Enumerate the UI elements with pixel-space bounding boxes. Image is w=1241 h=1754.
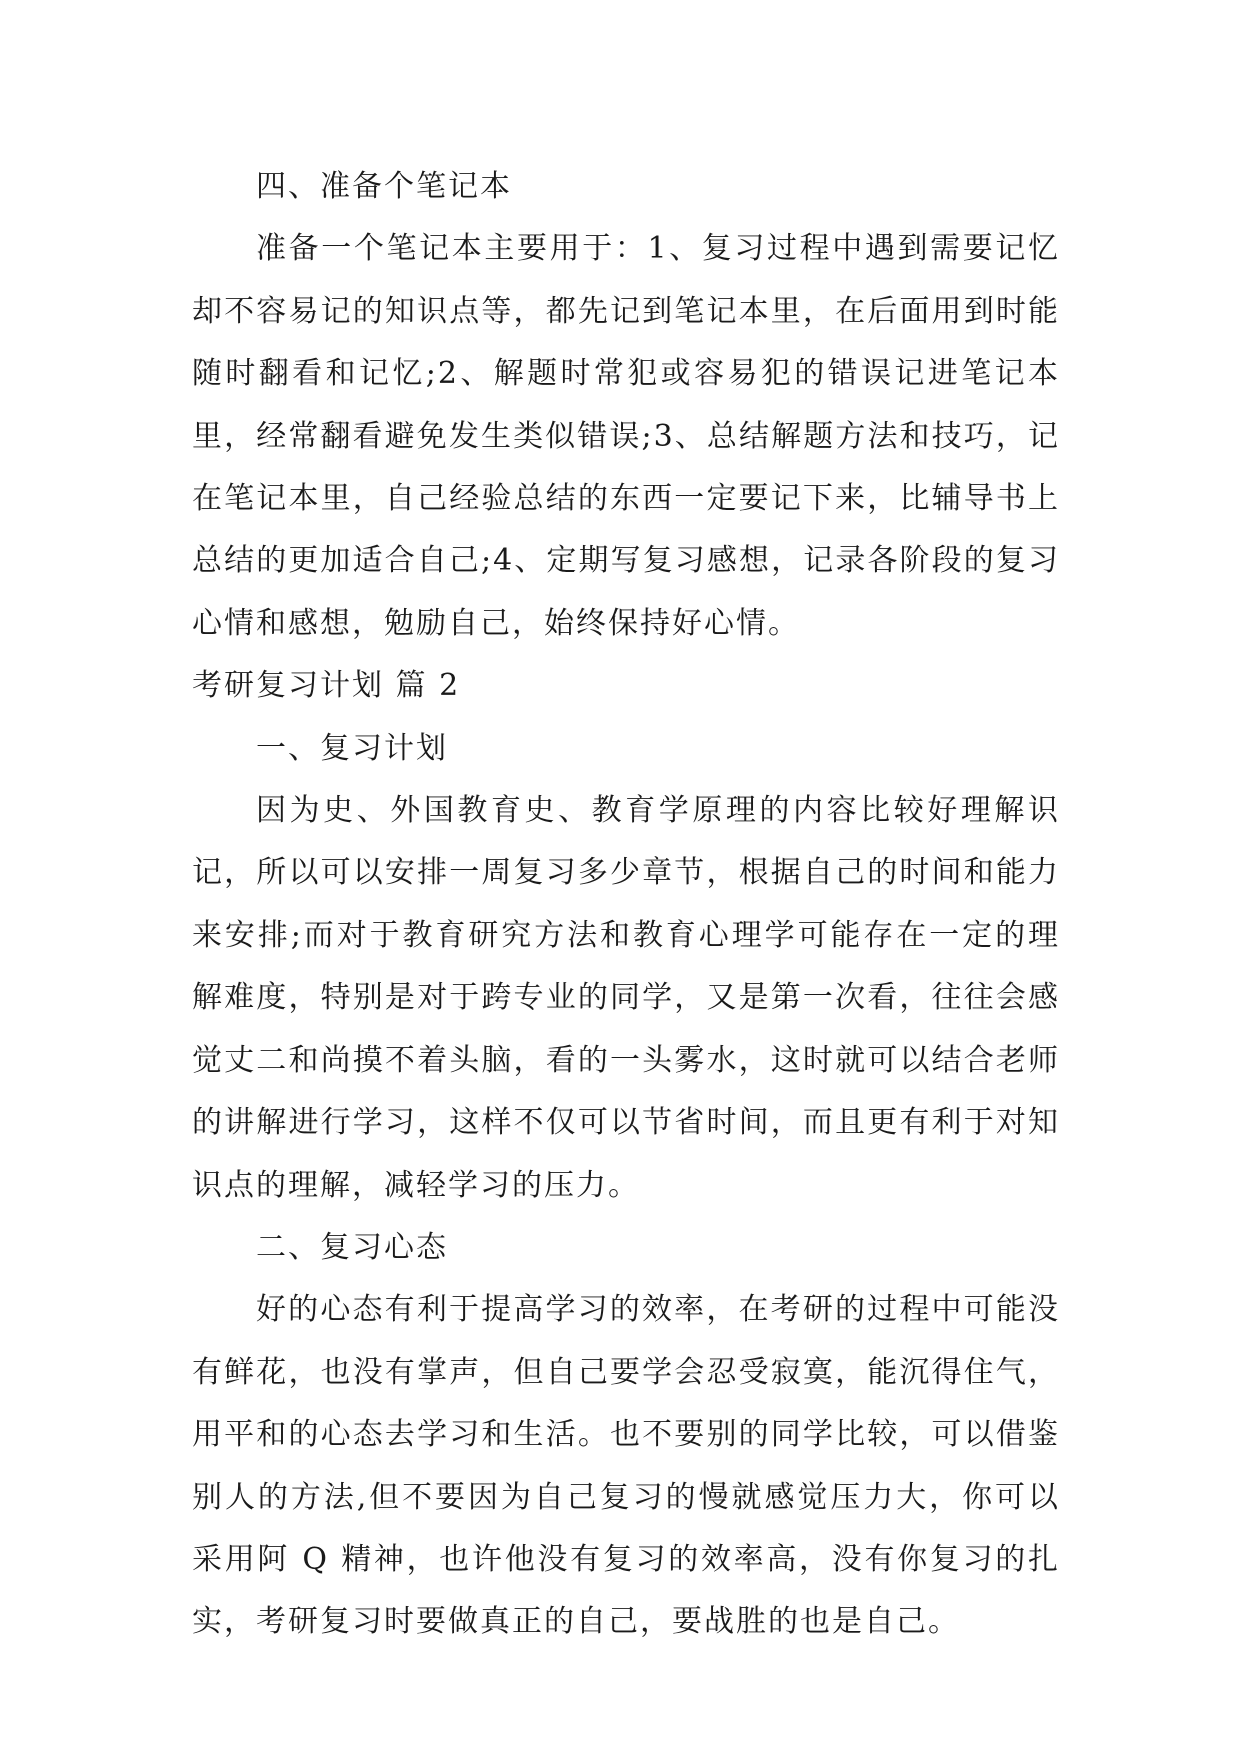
paragraph-notebook-usage: 准备一个笔记本主要用于：1、复习过程中遇到需要记忆却不容易记的知识点等，都先记到笔记本里，在后面用到时能随时翻看和记忆;2、解题时常犯或容易犯的错误记进笔记本里，经常翻看避免发生类似错误;3、总结解题方法和技巧，记在笔记本里，自己经验总结的东西一定要记下来，比辅导书上总结的更加适合自己;4、定期写复习感想，记录各阶段的复习心情和感想，勉励自己，始终保持好心情。 — [192, 231, 1060, 641]
document-body — [192, 156, 1060, 1654]
section-title-plan-2: 考研复习计划 篇 2 — [192, 668, 461, 704]
paragraph-review-plan: 因为史、外国教育史、教育学原理的内容比较好理解识记，所以可以安排一周复习多少章节，根据自己的时间和能力来安排;而对于教育研究方法和教育心理学可能存在一定的理解难度，特别是对于跨专业的同学，又是第一次看，往往会感觉丈二和尚摸不着头脑，看的一头雾水，这时就可以结合老师的讲解进行学习，这样不仅可以节省时间，而且更有利于对知识点的理解，减轻学习的压力。 — [192, 793, 1060, 1203]
subheading-review-mindset: 二、复习心态 — [256, 1229, 448, 1265]
subheading-notebook: 四、准备个笔记本 — [256, 169, 512, 204]
subheading-review-plan: 一、复习计划 — [256, 730, 448, 766]
paragraph-review-mindset: 好的心态有利于提高学习的效率，在考研的过程中可能没有鲜花，也没有掌声，但自己要学会忍受寂寞，能沉得住气，用平和的心态去学习和生活。也不要别的同学比较，可以借鉴别人的方法,但不要因为自己复习的慢就感觉压力大，你可以采用阿 Q 精神，也许他没有复习的效率高，没有你复习的扎实，考研复习时要做真正的自己，要战胜的也是自己。 — [192, 1292, 1060, 1640]
